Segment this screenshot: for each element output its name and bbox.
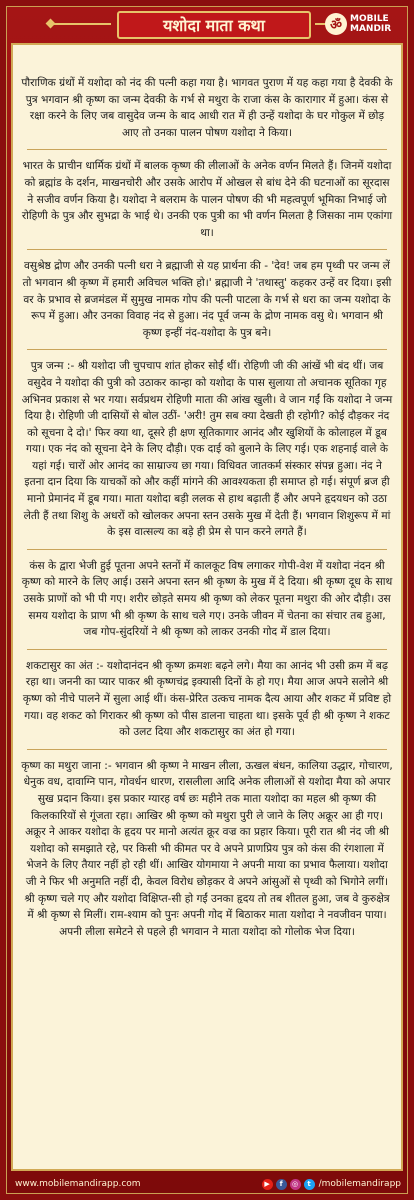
divider bbox=[27, 149, 387, 150]
paragraph-2: भारत के प्राचीन धार्मिक ग्रंथों में बालक कृष्ण की लीलाओं के अनेक वर्णन मिलते हैं। जिनमें यशोदा को ब्रह्मांड के दर्शन, माखनचोरी और उसके आरोप में ओखल से बांध देने की घटनाओं का सूरदास ने सजीव वर्णन किया है। यशोदा ने बलराम के पालन पोषण की भी महत्वपूर्ण भूमिका निभाई जो रोहिणी के पुत्र और सुभद्रा के भाई थे। उनकी एक पुत्री का भी वर्णन मिलता है जिसका नाम एकांगा था। bbox=[21, 160, 393, 239]
om-logo-icon: ॐ bbox=[325, 13, 347, 35]
paragraph-1: पौराणिक ग्रंथों में यशोदा को नंद की पत्नी कहा गया है। भागवत पुराण में यह कहा गया है देवकी के पुत्र भगवान श्री कृष्ण का जन्म देवकी के गर्भ से मथुरा के राजा कंस के कारागार में हुआ। कंस से रक्षा करने के लिए जब वासुदेव जन्म के बाद आधी रात में ही उन्हें यशोदा के घर गोकुल में छोड़ आए तो उनका पालन पोषण यशोदा ने किया। bbox=[21, 77, 393, 139]
paragraph-5: कंस के द्वारा भेजी हुई पूतना अपने स्तनों में कालकूट विष लगाकर गोपी-वेश में यशोदा नंदन श्री कृष्ण को मारने के लिए आई। उसने अपना स्तन श्री कृष्ण के मुख में दे दिया। श्री कृष्ण दूध के साथ उसके प्राणों को भी पी गए। शरीर छोड़ते समय श्री कृष्ण को लेकर पूतना मथुरा की ओर दौड़ी। उस समय यशोदा के प्राण भी श्री कृष्ण के साथ चले गए। उनके जीवन में चेतना का संचार तब हुआ, जब गोप-सुंदरियों ने श्री कृष्ण को लाकर उनकी गोद में डाल दिया। bbox=[21, 559, 393, 639]
footer bbox=[7, 1173, 409, 1195]
facebook-icon[interactable]: f bbox=[276, 1179, 287, 1190]
social-handle[interactable]: /mobilemandirapp bbox=[318, 1179, 401, 1189]
paragraph-7: कृष्ण का मथुरा जाना :- भगवान श्री कृष्ण ने माखन लीला, ऊखल बंधन, कालिया उद्धार, गोचारण, धेनुक वध, दावाग्नि पान, गोवर्धन धारण, रासलीला आदि अनेक लीलाओं से यशोदा मैया को अपार सुख प्रदान किया। इस प्रकार ग्यारह वर्ष छः महीने तक माता यशोदा का महल श्री कृष्ण की किलकारियों से गूंजता रहा। आखिर श्री कृष्ण को मथुरा पुरी ले जाने के लिए अक्रूर आ ही गए। अक्रूर ने आकर यशोदा के हृदय पर मानो अत्यंत क्रूर वज्र का प्रहार किया। पूरी रात श्री नंद जी श्री यशोदा को समझाते रहे, पर किसी भी कीमत पर वे अपने प्राणप्रिय पुत्र को कंस की रंगशाला में भेजने के लिए तैयार नहीं हो रही थीं। आखिर योगमाया ने अपनी माया का प्रभाव फैलाया। यशोदा जी ने फिर भी अनुमति नहीं दी, केवल विरोध छोड़कर वे अपने आंसुओं से पृथ्वी को भिगोने लगीं। श्री कृष्ण चले गए और यशोदा विक्षिप्त-सी हो गईं उनका हृदय तो तब शीतल हुआ, जब वे कुरुक्षेत्र में श्री कृष्ण से मिलीं। राम-श्याम को पुनः अपनी गोद में बिठाकर माता यशोदा ने नवजीवन पाया। अपनी लीला समेटने से पहले ही भगवान ने माता यशोदा को गोलोक भेज दिया। bbox=[21, 759, 393, 938]
divider bbox=[27, 649, 387, 650]
social-links bbox=[259, 1179, 401, 1190]
title-box bbox=[117, 11, 311, 39]
divider bbox=[27, 249, 387, 250]
ornament-line-left bbox=[51, 23, 111, 25]
logo-line-1: MOBILE bbox=[350, 14, 389, 24]
page-title: यशोदा माता कथा bbox=[163, 16, 265, 35]
youtube-icon[interactable]: ▶ bbox=[262, 1179, 273, 1190]
paragraph-3: वसुश्रेष्ठ द्रोण और उनकी पत्नी धरा ने ब्रह्माजी से यह प्रार्थना की - 'देव! जब हम पृथ्वी पर जन्म लें तो भगवान श्री कृष्ण में हमारी अविचल भक्ति हो।' ब्रह्माजी ने 'तथास्तु' कहकर उन्हें वर दिया। इसी वर के प्रभाव से ब्रजमंडल में सुमुख नामक गोप की पत्नी पाटला के गर्भ से धरा का जन्म यशोदा के रूप में हुआ। और उनका विवाह नंद से हुआ। नंद पूर्व जन्म के द्रोण नामक वसु थे। भगवान श्री कृष्ण इन्हीं नंद-यशोदा के पुत्र बने। bbox=[22, 260, 392, 339]
website-link[interactable]: www.mobilemandirapp.com bbox=[15, 1179, 141, 1189]
logo bbox=[325, 9, 409, 39]
story-panel bbox=[11, 43, 403, 1171]
paragraph-4: पुत्र जन्म :- श्री यशोदा जी चुपचाप शांत होकर सोईं थीं। रोहिणी जी की आंखें भी बंद थीं। जब वसुदेव ने यशोदा की पुत्री को उठाकर कान्हा को यशोदा के पास सुलाया तो अचानक सूतिका गृह अभिनव प्रकाश से भर गया। सर्वप्रथम रोहिणी माता की आंख खुली। वे जान गईं कि यशोदा ने जन्म दिया है। रोहिणी जी दासियों से बोल उठीं- 'अरी! तुम सब क्या देखती ही रहोगी? कोई दौड़कर नंद को सूचना दे दो।' फिर क्या था, दूसरे ही क्षण सूतिकागार आनंद और खुशियों के कोलाहल में डूब गया। एक नंद को सूचना देने के लिए दौड़ी। एक दाई को बुलाने के लिए गई। एक शहनाई वाले के यहां गई। चारों ओर आनंद का साम्राज्य छा गया। विधिवत जातकर्म संस्कार संपन्न हुआ। नंद ने इतना दान दिया कि याचकों को और कहीं मांगने की आवश्यकता ही समाप्त हो गई। संपूर्ण ब्रज ही मानो प्रेमानंद में डूब गया। माता यशोदा बड़ी ललक से हाथ बढ़ाती हैं और अपने हृदयधन को उठा लेती हैं तथा शिशु के अधरों को खोलकर अपना स्तन उसके मुख में देती हैं। भगवान शिशुरूप में मां के इस वात्सल्य का बड़े ही प्रेम से पान करने लगते हैं। bbox=[21, 360, 393, 539]
divider bbox=[27, 549, 387, 550]
instagram-icon[interactable]: ◎ bbox=[290, 1179, 301, 1190]
ornament-diamond-left bbox=[46, 19, 56, 29]
page-frame bbox=[6, 6, 408, 1194]
logo-line-2: MANDIR bbox=[350, 24, 392, 34]
twitter-icon[interactable]: t bbox=[304, 1179, 315, 1190]
divider bbox=[27, 349, 387, 350]
header bbox=[7, 7, 409, 41]
paragraph-6: शकटासुर का अंत :- यशोदानंदन श्री कृष्ण क्रमशः बढ़ने लगे। मैया का आनंद भी उसी क्रम में बढ़ रहा था। जननी का प्यार पाकर श्री कृष्णचंद्र इक्यासी दिनों के हो गए। मैया आज अपने सलोने श्री कृष्ण को नीचे पालने में सुला आई थीं। कंस-प्रेरित उत्कच नामक दैत्य आया और शकट में प्रविष्ट हो गया। वह शकट को गिराकर श्री कृष्ण को पीस डालना चाहता था। इसके पूर्व ही श्री कृष्ण ने शकट को उलट दिया और शकटासुर का अंत हो गया। bbox=[22, 659, 392, 739]
divider bbox=[27, 749, 387, 750]
